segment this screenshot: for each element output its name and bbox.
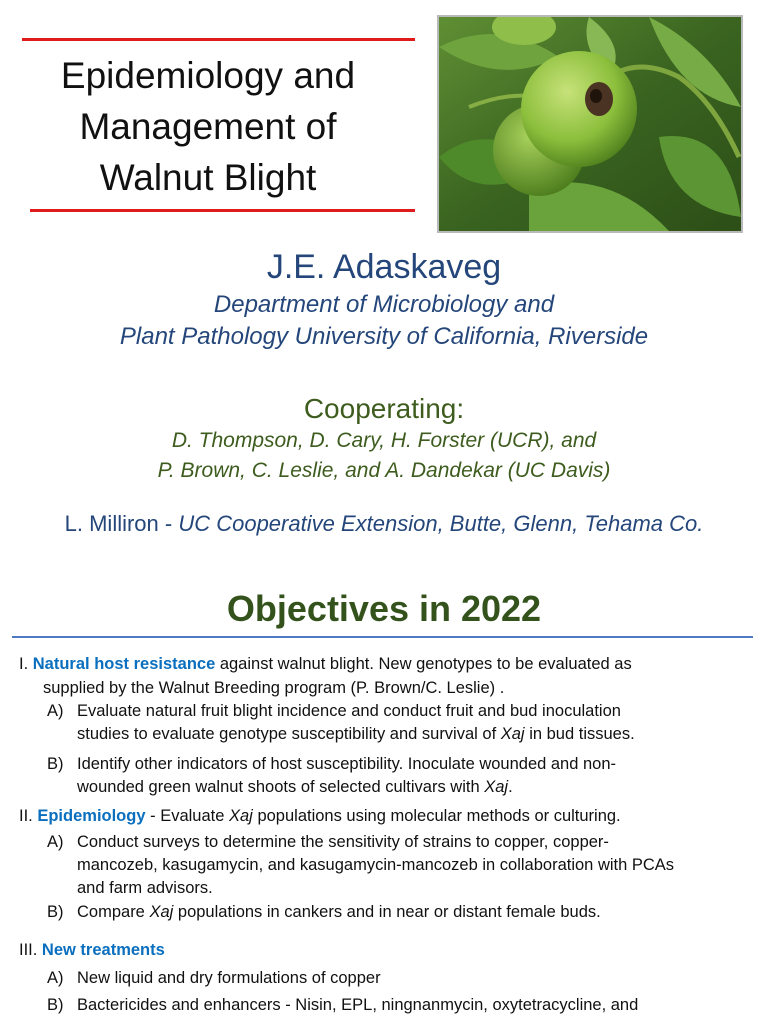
objective-1a-line-1: Evaluate natural fruit blight incidence and conduct fruit and bud inoculation bbox=[77, 702, 621, 720]
objective-2a-line-2: mancozeb, kasugamycin, and kasugamycin-mancozeb in collaboration with PCAs bbox=[77, 856, 675, 874]
cooperating-heading: Cooperating: bbox=[303, 393, 465, 424]
objective-1-line-2: supplied by the Walnut Breeding program (P. Brown/C. Leslie) . bbox=[43, 679, 505, 697]
title-bottom-rule bbox=[30, 209, 415, 212]
objective-1b-text: wounded green walnut shoots of selected cultivars with bbox=[77, 778, 485, 796]
objective-3b-label: B) bbox=[47, 996, 64, 1014]
objective-2a-label: A) bbox=[47, 833, 64, 851]
page-title bbox=[22, 50, 394, 203]
objective-1-text: against walnut blight. New genotypes to be evaluated as bbox=[215, 655, 632, 673]
walnut-photo bbox=[437, 15, 743, 233]
objective-1a-text: studies to evaluate genotype susceptibility and survival of bbox=[77, 725, 501, 743]
objective-3-line-1 bbox=[19, 939, 165, 962]
department-line-2: Plant Pathology University of California, Riverside bbox=[119, 323, 649, 350]
objective-1b-label: B) bbox=[47, 755, 64, 773]
department-line-1: Department of Microbiology and bbox=[213, 291, 555, 318]
objective-2-text: - Evaluate bbox=[145, 807, 229, 825]
objective-1a-label: A) bbox=[47, 702, 64, 720]
objective-2b-text-end: populations in cankers and in near or distant female buds. bbox=[173, 903, 601, 921]
author-name: J.E. Adaskaveg bbox=[266, 248, 502, 286]
objective-3-numeral: III. bbox=[19, 941, 42, 959]
xaj-term: Xaj bbox=[484, 778, 509, 796]
objective-2-heading: Epidemiology bbox=[37, 807, 146, 825]
title-line-1: Epidemiology and bbox=[60, 55, 356, 96]
extension-line bbox=[0, 511, 768, 537]
objective-1b-text-end: . bbox=[508, 778, 513, 796]
objective-2-line-1 bbox=[19, 805, 621, 828]
objective-1b-line-2 bbox=[77, 776, 513, 799]
objective-2b-text: Compare bbox=[77, 903, 150, 921]
objectives-title: Objectives in 2022 bbox=[226, 588, 542, 629]
cooperating-line-1: D. Thompson, D. Cary, H. Forster (UCR), and bbox=[171, 429, 597, 452]
objective-1b-line-1: Identify other indicators of host susceptibility. Inoculate wounded and non- bbox=[77, 755, 617, 773]
objective-3b-line: Bactericides and enhancers - Nisin, EPL, ningnanmycin, oxytetracycline, and bbox=[77, 996, 639, 1014]
extension-org: UC Cooperative Extension, Butte, Glenn, Tehama Co. bbox=[178, 511, 704, 536]
xaj-term: Xaj bbox=[229, 807, 253, 825]
objective-2b-label: B) bbox=[47, 903, 64, 921]
objective-2-numeral: II. bbox=[19, 807, 38, 825]
objective-1a-text-end: in bud tissues. bbox=[524, 725, 635, 743]
objectives-rule bbox=[12, 636, 753, 638]
extension-name: L. Milliron - bbox=[64, 511, 179, 536]
xaj-term: Xaj bbox=[500, 725, 525, 743]
objective-2a-line-1: Conduct surveys to determine the sensitivity of strains to copper, copper- bbox=[77, 833, 609, 851]
objective-2-text-end: populations using molecular methods or culturing. bbox=[252, 807, 621, 825]
title-line-3: Walnut Blight bbox=[99, 157, 317, 198]
objective-1-heading: Natural host resistance bbox=[32, 655, 216, 673]
objective-3a-line: New liquid and dry formulations of copper bbox=[77, 969, 381, 987]
green-walnut-fruit-photo-icon bbox=[439, 17, 741, 231]
objective-3a-label: A) bbox=[47, 969, 64, 987]
objective-1-numeral: I. bbox=[19, 655, 33, 673]
cooperating-line-2: P. Brown, C. Leslie, and A. Dandekar (UC Davis) bbox=[157, 459, 611, 482]
objective-2a-line-3: and farm advisors. bbox=[77, 879, 213, 897]
objective-2b-line bbox=[77, 901, 601, 924]
objective-1a-line-2 bbox=[77, 723, 635, 746]
title-line-2: Management of bbox=[79, 106, 337, 147]
xaj-term: Xaj bbox=[149, 903, 174, 921]
title-top-rule bbox=[22, 38, 415, 41]
objective-3-heading: New treatments bbox=[41, 941, 165, 959]
objective-1-line-1 bbox=[19, 653, 632, 676]
